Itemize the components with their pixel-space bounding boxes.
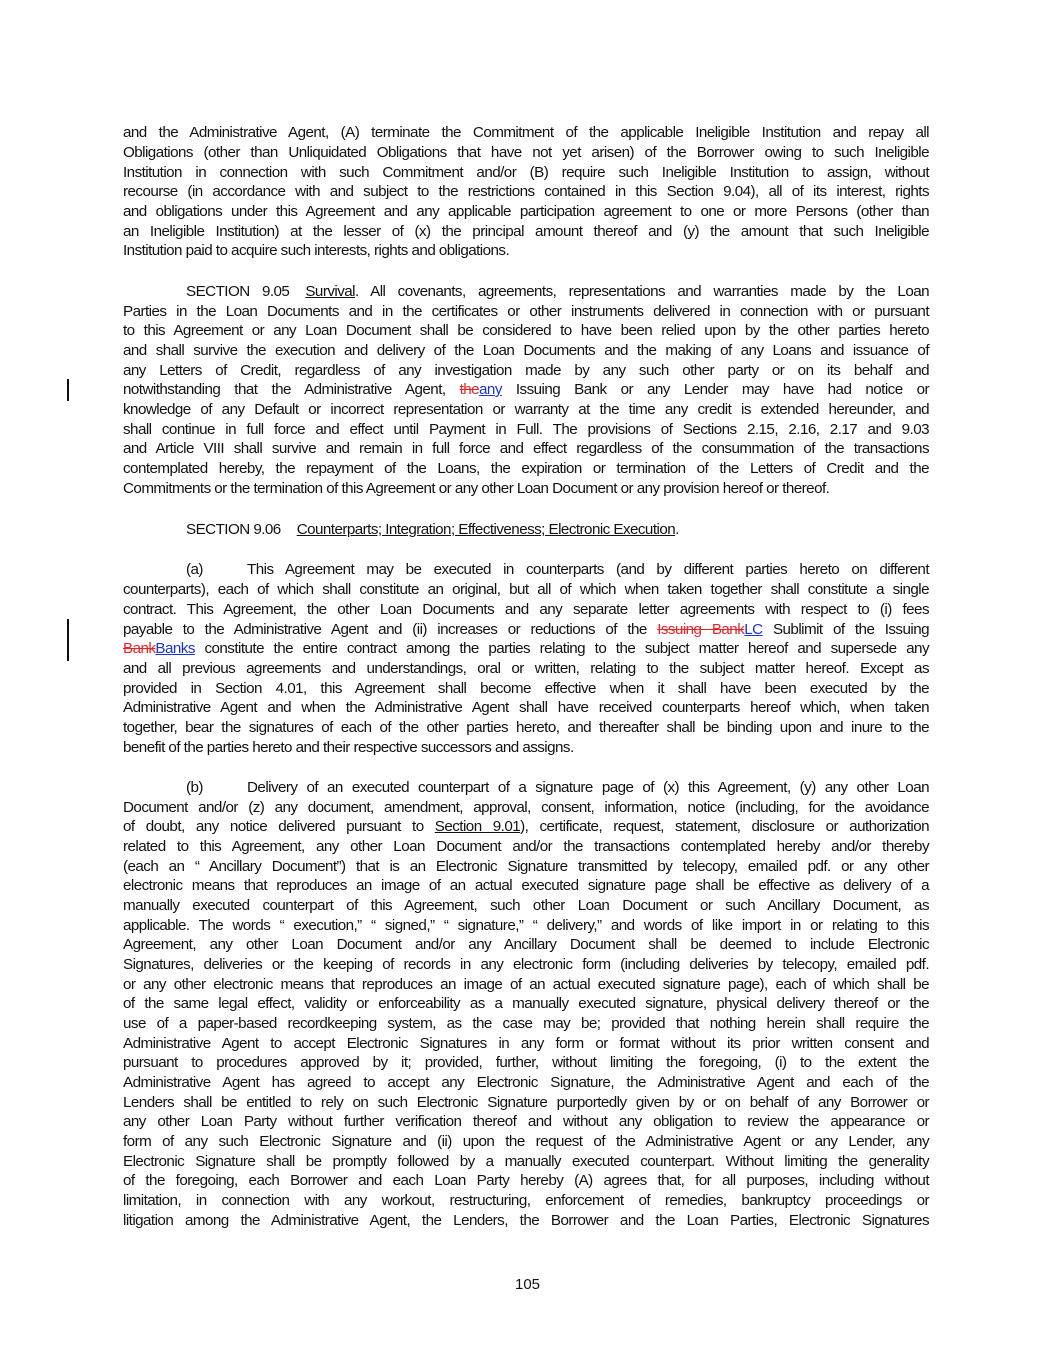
text-run: . [675, 521, 679, 538]
text-line: Electronic Signature shall be promptly followed by a manually executed counterpart. Without limiting the generality [123, 1153, 929, 1170]
redline-text-line [123, 380, 929, 400]
text-line: benefit of the parties hereto and their respective successors and assigns. [123, 739, 574, 756]
text-run: of doubt, any notice delivered pursuant to [123, 818, 435, 835]
text-line: contemplated hereby, the repayment of the Loans, the expiration or termination of the Letters of Credit and the [123, 460, 929, 477]
text-line: manually executed counterpart of this Agreement, such other Loan Document or such Ancillary Document, as [123, 897, 929, 914]
page-number: 105 [514, 1276, 541, 1293]
text-line: Obligations (other than Unliquidated Obligations that have not yet arisen) of the Borrower owing to such Ineligible [123, 144, 929, 161]
redline-text-line [123, 639, 929, 659]
text-line: Administrative Agent to accept Electronic Signatures in any form or format without its prior written consent and [123, 1035, 929, 1052]
text-run: This Agreement may be executed in counterparts (and by different parties hereto on different [247, 561, 929, 578]
text-line: any Letters of Credit, regardless of any investigation made by any such other party or on its behalf and [123, 362, 929, 379]
paragraph-label: (b) [186, 779, 203, 796]
text-line: or any other electronic means that reproduces an image of an actual executed signature page), each of which shall be [123, 976, 929, 993]
text-line: limitation, in connection with any workout, restructuring, enforcement of remedies, bankruptcy proceedings or [123, 1192, 929, 1209]
inserted-text: any [479, 381, 502, 398]
text-line: together, bear the signatures of each of the other parties hereto, and thereafter shall be binding upon and inure to the [123, 719, 929, 736]
text-run: Sublimit of the Issuing [762, 621, 929, 638]
text-line [123, 817, 929, 837]
section-9-05-heading-line [186, 282, 929, 302]
section-9-06-heading-line [186, 520, 929, 540]
text-line: shall continue in full force and effect until Payment in Full. The provisions of Sections 2.15, 2.16, 2.17 and 9.03 [123, 421, 929, 438]
text-line: and Article VIII shall survive and remain in full force and effect regardless of the consummation of the transactions [123, 440, 929, 457]
paragraph-b-first-line [186, 778, 929, 798]
text-line: Commitments or the termination of this Agreement or any other Loan Document or any provision hereof or thereof. [123, 480, 830, 497]
text-line: an Ineligible Institution) at the lesser of (x) the principal amount thereof and (y) the amount that such Ineligible [123, 223, 929, 240]
text-line: Agreement, any other Loan Document and/or any Ancillary Document shall be deemed to include Electronic [123, 936, 929, 953]
text-line: recourse (in accordance with and subject to the restrictions contained in this Section 9.04), all of its interest, rights [123, 183, 929, 200]
change-bar [67, 619, 69, 661]
redline-text-line [123, 620, 929, 640]
text-line: litigation among the Administrative Agent, the Lenders, the Borrower and the Loan Parties, Electronic Signatures [123, 1212, 929, 1229]
text-line: Administrative Agent and when the Administrative Agent shall have received counterparts hereof which, when taken [123, 699, 929, 716]
text-run: . All covenants, agreements, representations and warranties made by the Loan [354, 283, 930, 300]
section-reference-link[interactable]: Section 9.01 [434, 818, 521, 835]
text-line: Institution paid to acquire such interests, rights and obligations. [123, 242, 510, 259]
text-line: Institution in connection with such Commitment and/or (B) require such Ineligible Institution to assign, without [123, 164, 929, 181]
section-title: Counterparts; Integration; Effectiveness; Electronic Execution [296, 521, 676, 538]
text-run: notwithstanding that the Administrative Agent, [123, 381, 460, 398]
section-number: SECTION 9.06 [186, 521, 281, 538]
text-line: to this Agreement or any Loan Document shall be considered to have been relied upon by the other parties hereto [123, 322, 929, 339]
deleted-text: Issuing Bank [657, 621, 745, 638]
text-run: ), certificate, request, statement, disclosure or authorization [520, 818, 929, 835]
section-number: SECTION 9.05 [186, 283, 290, 300]
text-run: payable to the Administrative Agent and (ii) increases or reductions of the [123, 621, 658, 638]
text-run: Delivery of an executed counterpart of a signature page of (x) this Agreement, (y) any other Loan [247, 779, 929, 796]
text-line: contract. This Agreement, the other Loan Documents and any separate letter agreements with respect to (i) fees [123, 601, 929, 618]
text-run: constitute the entire contract among the parties relating to the subject matter hereof and supersede any [194, 640, 929, 657]
text-line: provided in Section 4.01, this Agreement shall become effective when it shall have been executed by the [123, 680, 929, 697]
paragraph-label: (a) [186, 561, 203, 578]
text-line: and all previous agreements and understandings, oral or written, relating to the subject matter hereof. Except as [123, 660, 929, 677]
text-line: knowledge of any Default or incorrect representation or warranty at the time any credit is extended hereunder, and [123, 401, 929, 418]
text-line: any other Loan Party without further verification thereof and without any obligation to review the appearance or [123, 1113, 929, 1130]
text-line: of the foregoing, each Borrower and each Loan Party hereby (A) agrees that, for all purposes, including without [123, 1172, 929, 1189]
paragraph-a-first-line [186, 560, 929, 580]
section-title: Survival [305, 283, 355, 300]
text-line: pursuant to procedures approved by it; provided, further, without limiting the foregoing, (i) to the extent the [123, 1054, 929, 1071]
text-line: (each an “ Ancillary Document”) that is an Electronic Signature transmitted by telecopy, emailed pdf. or any other [123, 858, 929, 875]
text-line: and the Administrative Agent, (A) terminate the Commitment of the applicable Ineligible Institution and repay all [123, 124, 929, 141]
text-line: use of a paper-based recordkeeping system, as the case may be; provided that nothing herein shall require the [123, 1015, 929, 1032]
deleted-text: Bank [123, 640, 156, 657]
deleted-text: the [459, 381, 480, 398]
text-line: applicable. The words “ execution,” “ signed,” “ signature,” “ delivery,” and words of like import in or relating to this [123, 917, 929, 934]
text-line: of the same legal effect, validity or enforceability as a manually executed signature, physical delivery thereof or the [123, 995, 929, 1012]
text-line: Administrative Agent has agreed to accept any Electronic Signature, the Administrative Agent and each of the [123, 1074, 929, 1091]
inserted-text: Banks [155, 640, 195, 657]
text-line: counterparts), each of which shall constitute an original, but all of which when taken together shall constitute a single [123, 581, 929, 598]
inserted-text: LC [744, 621, 763, 638]
text-line: electronic means that reproduces an image of an actual executed signature page shall be effective as delivery of a [123, 877, 929, 894]
text-line: related to this Agreement, any other Loan Document and/or the transactions contemplated hereby and/or thereby [123, 838, 929, 855]
text-line: Lenders shall be entitled to rely on such Electronic Signature purportedly given by or on behalf of any Borrower or [123, 1094, 929, 1111]
text-line: Parties in the Loan Documents and in the certificates or other instruments delivered in connection with or pursuant [123, 303, 929, 320]
text-line: Document and/or (z) any document, amendment, approval, consent, information, notice (including, for the avoidance [123, 799, 929, 816]
text-line: and shall survive the execution and delivery of the Loan Documents and the making of any Loans and issuance of [123, 342, 929, 359]
text-line: form of any such Electronic Signature and (ii) upon the request of the Administrative Agent or any Lender, any [123, 1133, 929, 1150]
change-bar [67, 379, 69, 401]
text-run: Issuing Bank or any Lender may have had notice or [501, 381, 930, 398]
text-line: Signatures, deliveries or the keeping of records in any electronic form (including deliveries by telecopy, emailed pdf. [123, 956, 929, 973]
text-line: and obligations under this Agreement and any applicable participation agreement to one or more Persons (other than [123, 203, 929, 220]
